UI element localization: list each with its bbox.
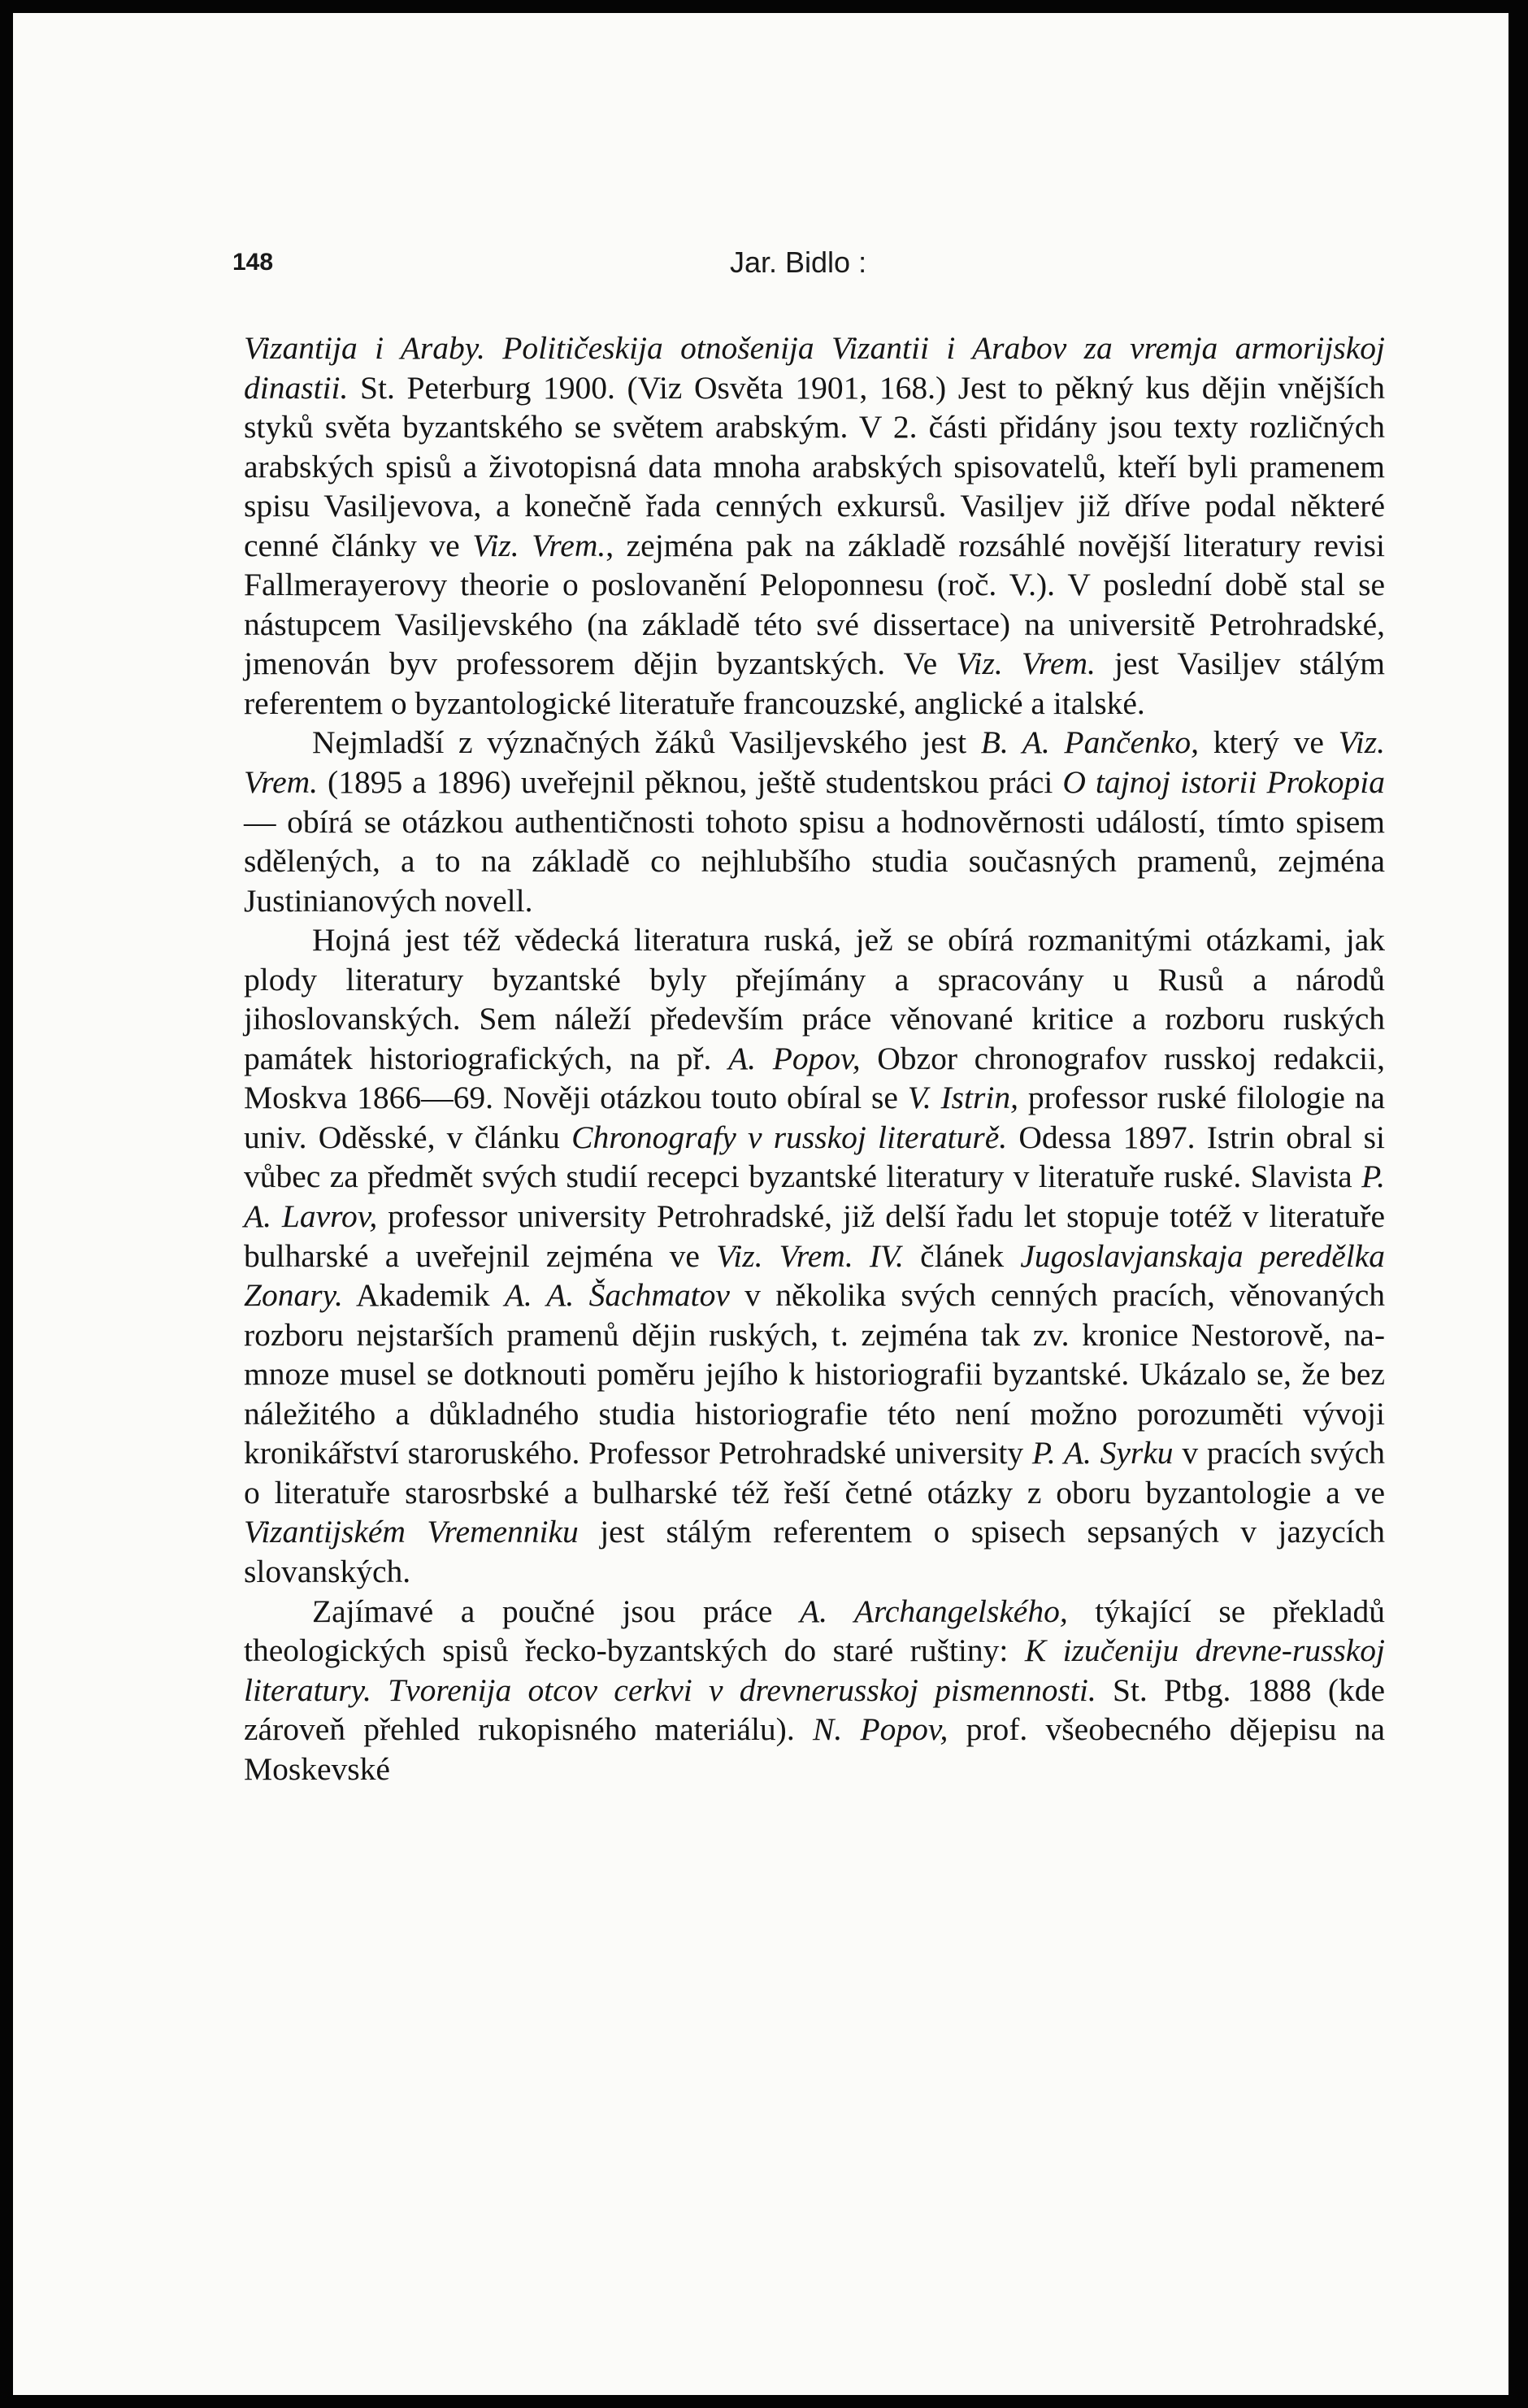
running-head: Jar. Bidlo : [730,246,867,279]
text-run: Hojná jest též vědecká literatura ruská, jež se obírá rozmanitými otázkami, jak plody literatury byzantské byly přejímány a spracovány u Rusů a národů jihoslovanských. Sem náleží především práce věnované kritice a rozboru ruských památek historiografických, na př. [244,922,1385,1076]
text-run: článek [903,1237,1021,1274]
italic-run: N. Popov, [812,1711,948,1748]
text-run: týkající se překladů theologických spisů řecko-byzantských do staré ruštiny: [244,1593,1385,1669]
paragraph [244,1592,1385,1789]
text-run: Zajímavé a poučné jsou práce [312,1593,800,1629]
italic-run: P. A. Lavrov, [244,1158,1385,1235]
paragraph [244,723,1385,920]
text-run: , zejména pak na základě rozsáhlé novější literatury revisi Fallmerayerovy theorie o poslovanění Peloponnesu (roč. V.). V poslední době stal se nástupcem Vasiljevského (na základě této své dissertace) na universitě Petrohradské, jmenován byv professorem dějin byzantských. Ve [244,527,1386,682]
italic-run: A. A. Šachmatov [504,1277,730,1314]
italic-run: Jugoslavjanskaja peredělka Zonary. [244,1237,1385,1314]
italic-run: O tajnoj istorii Prokopia [1062,764,1385,801]
text-run: St. Peterburg 1900. (Viz Osvěta 1901, 168.) Jest to pěkný kus dějin vnějších styků světa byzantského se světem arabským. V 2. části přidány jsou texty rozličných arabských spisů a životopisná data mnoha arabských spisovatelů, kteří byli pramenem spisu Vasiljevova, a konečně řada cenných exkursů. Vasiljev již dříve podal některé cenné články ve [244,369,1385,563]
book-page [13,13,1508,2395]
body-text [244,328,1385,1789]
italic-run: K izučeniju drevne-russkoj literatury. Tvorenija otcov cerkvi v drevnerusskoj pismennosti. [244,1632,1385,1708]
text-run: v pracích svých o literatuře starosrbské a bulharské též řeší četné otázky z oboru byzantologie a ve [244,1435,1385,1510]
italic-run: Vizantija i Araby. Političeskija otnošenija Vizantii i Arabov za vremja armorijskoj dinastii. [244,330,1385,406]
italic-run: Viz. Vrem. [956,645,1096,682]
text-run: professor ruské filologie na univ. Oděsské, v článku [244,1080,1385,1155]
italic-run: A. Archangelského, [799,1593,1068,1629]
text-run: — obírá se otázkou authentičnosti tohoto spisu a hodnověrnosti událostí, tímto spisem sdělených, a to na základě co nejhlubšího studia současných pramenů, zejména Justinianových novell. [244,803,1385,919]
text-run: prof. všeobecného dějepisu na Moskevské [244,1711,1385,1787]
italic-run: Vizantijském Vremenniku [244,1514,579,1550]
italic-run: P. A. Syrku [1031,1435,1174,1471]
italic-run: V. Istrin, [907,1080,1018,1116]
italic-run: Viz. Vrem. [472,527,606,563]
text-run: jest Vasiljev stálým referentem o byzantologické literatuře francouzské, anglické a italské. [244,645,1385,721]
text-run: Akademik [342,1277,505,1314]
text-run: který ve [1199,724,1339,761]
text-run: St. Ptbg. 1888 (kde zároveň přehled rukopisného materiálu). [244,1671,1385,1748]
text-run: professor university Petrohradské, již delší řadu let stopuje totéž v literatuře bulharské a uveřejnil zejména ve [244,1198,1385,1274]
italic-run: Chronografy v russkoj literaturě. [571,1119,1008,1155]
page-number: 148 [232,249,274,276]
text-run: jest stálým referentem o spisech sepsaných v jazycích slovanských. [244,1514,1385,1589]
italic-run: Viz. Vrem. [244,724,1385,801]
italic-run: Viz. Vrem. IV. [716,1237,904,1274]
text-run: v několika svých cenných pracích, věnovaných rozboru nejstarších pramenů dějin ruských, t. zejména tak zv. kronice Nestorově, namnoze musel se dotknouti poměru jejího k historiografii byzantské. Ukázalo se, že bez náležitého a důkladného studia historiografie této není možno porozuměti vývoji kronikářství staroruského. Professor Petrohradské university [244,1277,1385,1471]
paragraph [244,328,1385,723]
page-header [232,246,1387,289]
paragraph [244,920,1385,1591]
text-run: (1895 a 1896) uveřejnil pěknou, ještě studentskou práci [318,764,1063,801]
italic-run: B. A. Pančenko, [980,724,1200,761]
text-run: Obzor chronografov russkoj redakcii, Moskva 1866—69. Nověji otázkou touto obíral se [244,1040,1386,1116]
text-run: Odessa 1897. Istrin obral si vůbec za předmět svých studií recepci byzantské literatury v literatuře ruské. Slavista [244,1119,1386,1195]
italic-run: A. Popov, [728,1040,861,1076]
text-run: Nejmladší z význačných žáků Vasiljevského jest [312,724,981,761]
